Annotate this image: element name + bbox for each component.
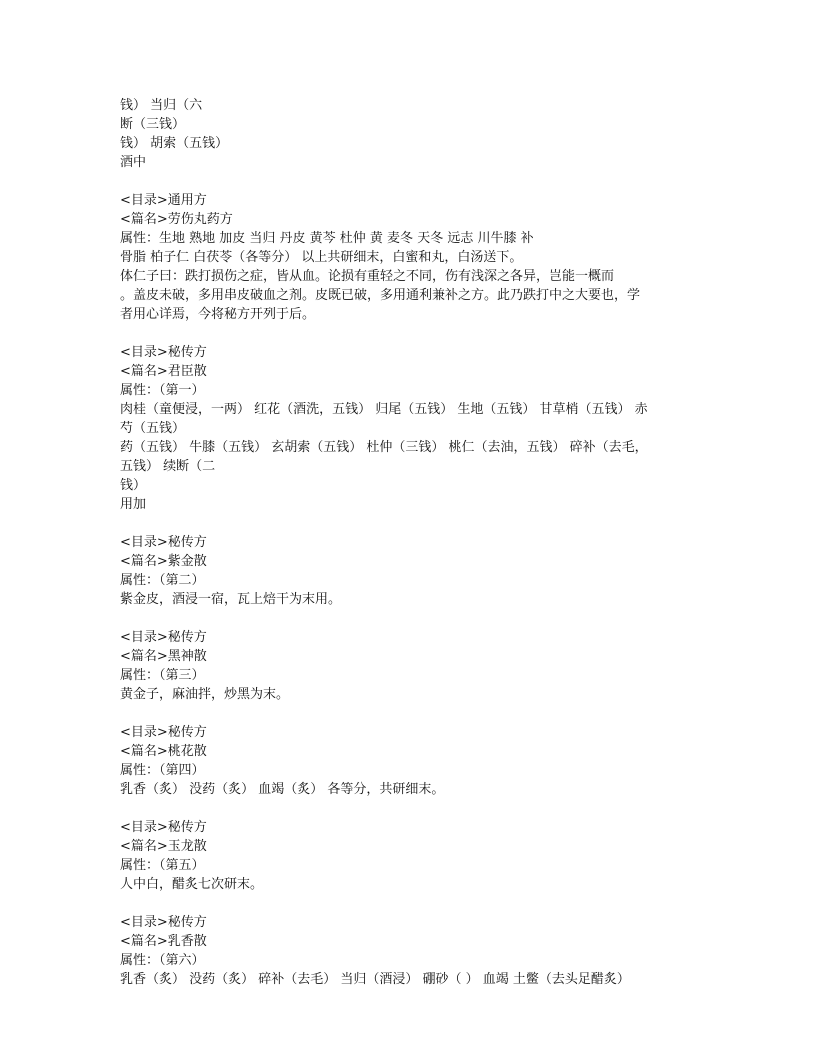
text-line: 属性：（第二）: [120, 573, 205, 588]
text-line: 属性：（第五）: [120, 858, 205, 873]
text-line: 乳香（炙） 没药（炙） 碎补（去毛） 当归（酒浸） 硼砂（ ） 血竭 土鳖（去头足醋炙）: [120, 972, 630, 987]
text-line: 属性：（第一）: [120, 383, 205, 398]
text-line: 钱） 当归（六: [120, 98, 203, 113]
text-line: 属性：（第三）: [120, 668, 205, 683]
spacer: [120, 799, 710, 818]
text-line: 属性：（第四）: [120, 763, 205, 778]
spacer: [120, 172, 710, 191]
entry-title: <篇名>劳伤丸药方: [120, 212, 233, 227]
entry-catalog: <目录>秘传方: [120, 535, 207, 550]
entry-title: <篇名>君臣散: [120, 364, 207, 379]
text-line: 。盖皮未破，多用串皮破血之剂。皮既已破，多用通利兼补之方。此乃跌打中之大要也，学: [120, 288, 641, 303]
entry-catalog: <目录>秘传方: [120, 345, 207, 360]
spacer: [120, 894, 710, 913]
text-line: 用加: [120, 497, 147, 512]
entry-catalog: <目录>通用方: [120, 193, 207, 208]
entry-title: <篇名>乳香散: [120, 934, 207, 949]
text-line: 酒中: [120, 155, 147, 170]
entry-catalog: <目录>秘传方: [120, 725, 207, 740]
entry-catalog: <目录>秘传方: [120, 915, 207, 930]
text-line: 骨脂 柏子仁 白茯苓（各等分） 以上共研细末，白蜜和丸，白汤送下。: [120, 250, 523, 265]
text-line: 者用心详焉，今将秘方开列于后。: [120, 307, 316, 322]
entry-ruxiang-san: [120, 913, 710, 989]
entry-catalog: <目录>秘传方: [120, 630, 207, 645]
document-page: [120, 96, 710, 989]
entry-title: <篇名>桃花散: [120, 744, 207, 759]
spacer: [120, 514, 710, 533]
text-line: 属性：（第六）: [120, 953, 205, 968]
text-line: 断（三钱）: [120, 117, 186, 132]
text-line: 钱）: [120, 478, 147, 493]
text-line: 肉桂（童便浸，一两） 红花（酒洗，五钱） 归尾（五钱） 生地（五钱） 甘草梢（五钱） 赤: [120, 402, 648, 417]
text-line: 人中白，醋炙七次研末。: [120, 877, 264, 892]
entry-laoshang-wan: [120, 191, 710, 324]
text-line: 芍（五钱）: [120, 421, 186, 436]
spacer: [120, 324, 710, 343]
text-line: 黄金子，麻油拌，炒黑为末。: [120, 687, 290, 702]
spacer: [120, 609, 710, 628]
text-line: 乳香（炙） 没药（炙） 血竭（炙） 各等分，共研细末。: [120, 782, 445, 797]
text-line: 体仁子曰：跌打损伤之症，皆从血。论损有重轻之不同，伤有浅深之各异，岂能一概而: [120, 269, 615, 284]
top-fragment: [120, 96, 710, 172]
entry-title: <篇名>玉龙散: [120, 839, 207, 854]
spacer: [120, 704, 710, 723]
text-line: 属性：生地 熟地 加皮 当归 丹皮 黄芩 杜仲 黄 麦冬 天冬 远志 川牛膝 补: [120, 231, 534, 246]
entry-heishen-san: [120, 628, 710, 704]
entry-zijin-san: [120, 533, 710, 609]
text-line: 药（五钱） 牛膝（五钱） 玄胡索（五钱） 杜仲（三钱） 桃仁（去油，五钱） 碎补（去毛，: [120, 440, 648, 455]
entry-title: <篇名>紫金散: [120, 554, 207, 569]
entry-catalog: <目录>秘传方: [120, 820, 207, 835]
entry-title: <篇名>黑神散: [120, 649, 207, 664]
text-line: 紫金皮，酒浸一宿，瓦上焙干为末用。: [120, 592, 342, 607]
text-line: 钱） 胡索（五钱）: [120, 136, 229, 151]
entry-taohua-san: [120, 723, 710, 799]
entry-junchen-san: [120, 343, 710, 514]
text-line: 五钱） 续断（二: [120, 459, 216, 474]
entry-yulong-san: [120, 818, 710, 894]
